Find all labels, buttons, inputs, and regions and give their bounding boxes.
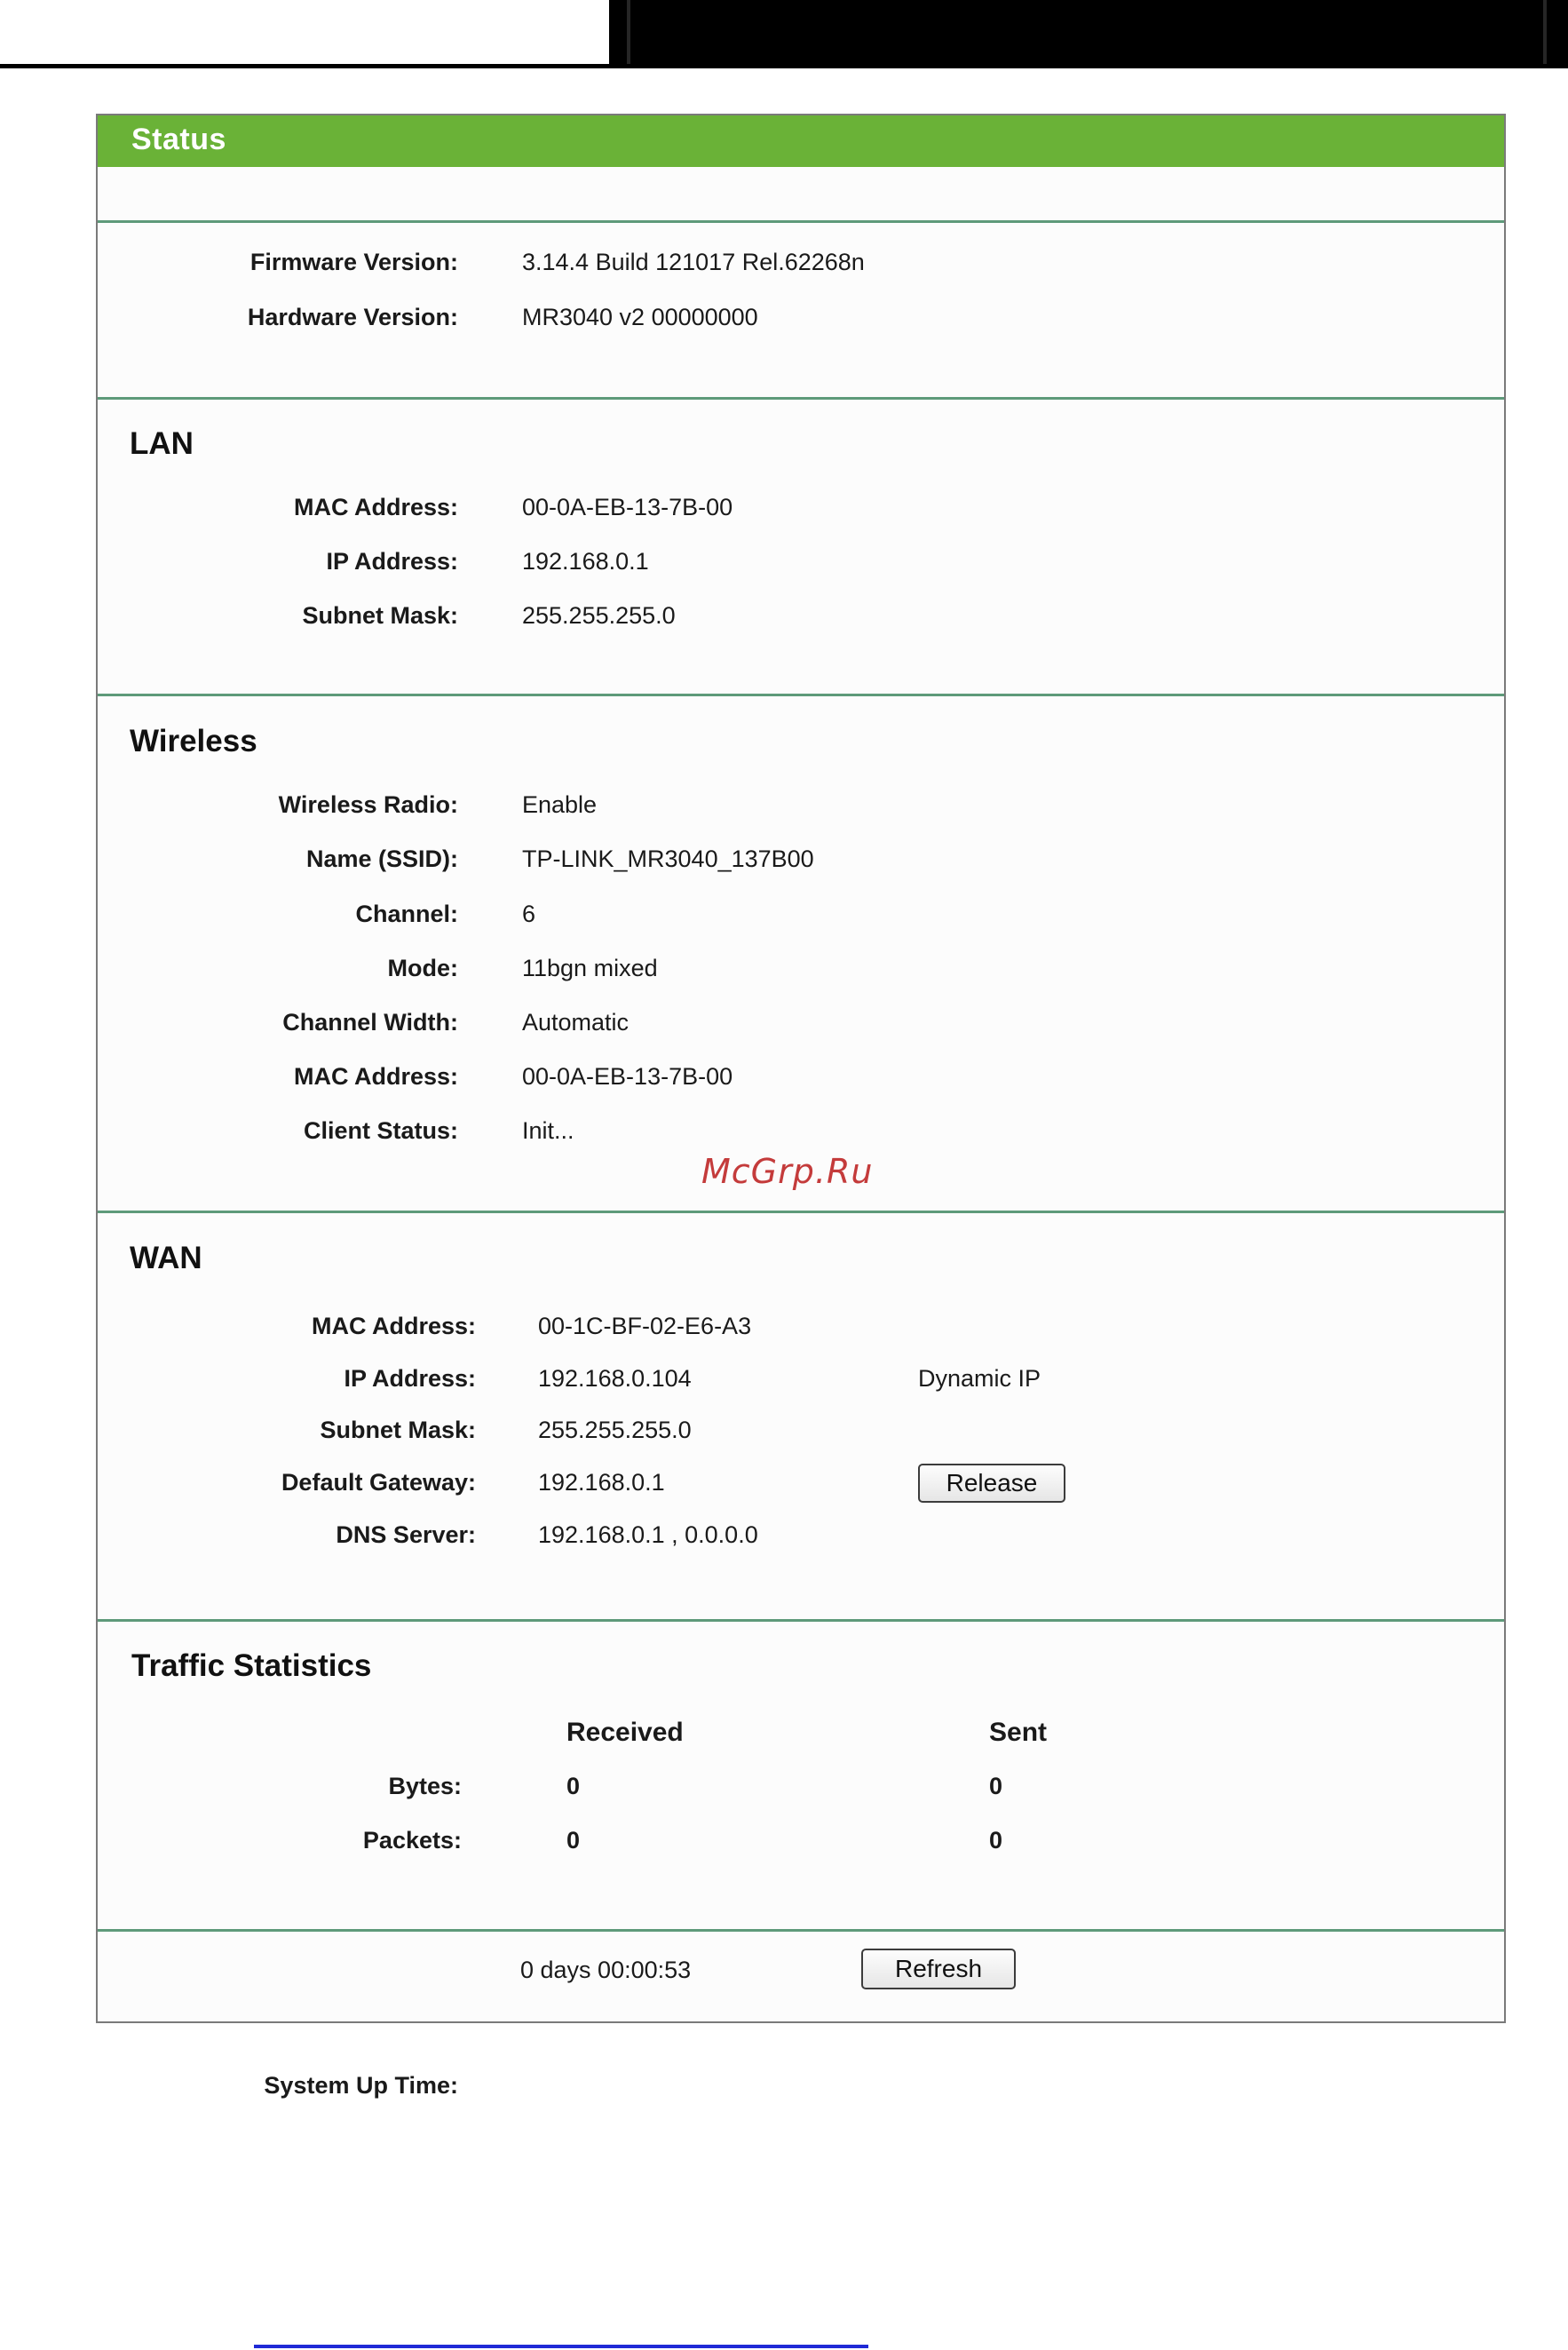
wan-dns-value: 192.168.0.1 , 0.0.0.0 [538, 1521, 758, 1548]
divider [98, 1619, 1504, 1622]
release-button[interactable]: Release [918, 1464, 1065, 1503]
lan-mask-label: Subnet Mask: [302, 602, 458, 629]
wireless-client-status-value: Init... [522, 1117, 574, 1144]
page-header-rule [0, 64, 609, 68]
traffic-bytes-received: 0 [566, 1773, 581, 1799]
wan-ip-label: IP Address: [344, 1365, 476, 1392]
wan-gateway-value: 192.168.0.1 [538, 1469, 665, 1496]
wan-mac-label: MAC Address: [311, 1313, 476, 1339]
divider [98, 220, 1504, 223]
wan-mask-value: 255.255.255.0 [538, 1417, 692, 1443]
lan-mac-value: 00-0A-EB-13-7B-00 [522, 494, 733, 520]
traffic-packets-sent: 0 [989, 1827, 1003, 1854]
wan-dns-label: DNS Server: [336, 1521, 476, 1548]
traffic-section-title: Traffic Statistics [131, 1648, 372, 1683]
wireless-width-value: Automatic [522, 1009, 630, 1036]
traffic-packets-received: 0 [566, 1827, 581, 1854]
wan-gateway-label: Default Gateway: [281, 1469, 476, 1496]
wireless-width-label: Channel Width: [282, 1009, 458, 1036]
hardware-version-value: MR3040 v2 00000000 [522, 304, 758, 330]
lan-mac-label: MAC Address: [293, 494, 458, 520]
watermark: McGrp.Ru [701, 1152, 874, 1191]
traffic-bytes-sent: 0 [989, 1773, 1003, 1799]
wan-ip-type: Dynamic IP [918, 1365, 1041, 1392]
wireless-mac-label: MAC Address: [293, 1063, 458, 1090]
uptime-label: System Up Time: [264, 2072, 458, 2099]
firmware-version-value: 3.14.4 Build 121017 Rel.62268n [522, 249, 865, 275]
divider [98, 1929, 1504, 1932]
divider [98, 397, 1504, 400]
wireless-radio-label: Wireless Radio: [278, 791, 458, 818]
wan-section-title: WAN [130, 1241, 202, 1275]
wireless-channel-value: 6 [522, 901, 536, 927]
traffic-bytes-label: Bytes: [388, 1773, 462, 1799]
wireless-mac-value: 00-0A-EB-13-7B-00 [522, 1063, 733, 1090]
bottom-link-underline [254, 2345, 868, 2348]
wan-mac-value: 00-1C-BF-02-E6-A3 [538, 1313, 752, 1339]
traffic-sent-header: Sent [989, 1718, 1048, 1747]
status-title-bar [98, 115, 1504, 167]
divider [98, 694, 1504, 696]
wan-ip-value: 192.168.0.104 [538, 1365, 692, 1392]
refresh-button[interactable]: Refresh [861, 1949, 1016, 1989]
wireless-client-status-label: Client Status: [303, 1117, 458, 1144]
lan-mask-value: 255.255.255.0 [522, 602, 676, 629]
uptime-value: 0 days 00:00:53 [520, 1957, 692, 1983]
divider [98, 1211, 1504, 1213]
status-panel [96, 114, 1506, 2099]
header-bar-divider-right [1543, 0, 1547, 64]
traffic-packets-label: Packets: [362, 1827, 462, 1854]
wireless-section-title: Wireless [130, 724, 257, 758]
hardware-version-label: Hardware Version: [247, 304, 458, 330]
wireless-radio-value: Enable [522, 791, 598, 818]
wireless-channel-label: Channel: [355, 901, 458, 927]
firmware-version-label: Firmware Version: [249, 249, 458, 275]
wireless-ssid-value: TP-LINK_MR3040_137B00 [522, 846, 814, 872]
lan-section-title: LAN [130, 426, 194, 461]
wireless-mode-label: Mode: [387, 955, 458, 981]
wireless-mode-value: 11bgn mixed [522, 955, 658, 981]
header-bar-divider-left [627, 0, 630, 64]
lan-ip-label: IP Address: [326, 548, 458, 575]
lan-ip-value: 192.168.0.1 [522, 548, 649, 575]
traffic-received-header: Received [566, 1718, 684, 1747]
wan-mask-label: Subnet Mask: [320, 1417, 476, 1443]
page-title: Status [131, 123, 226, 156]
wireless-ssid-label: Name (SSID): [305, 846, 458, 872]
page-header-bar [609, 0, 1568, 68]
